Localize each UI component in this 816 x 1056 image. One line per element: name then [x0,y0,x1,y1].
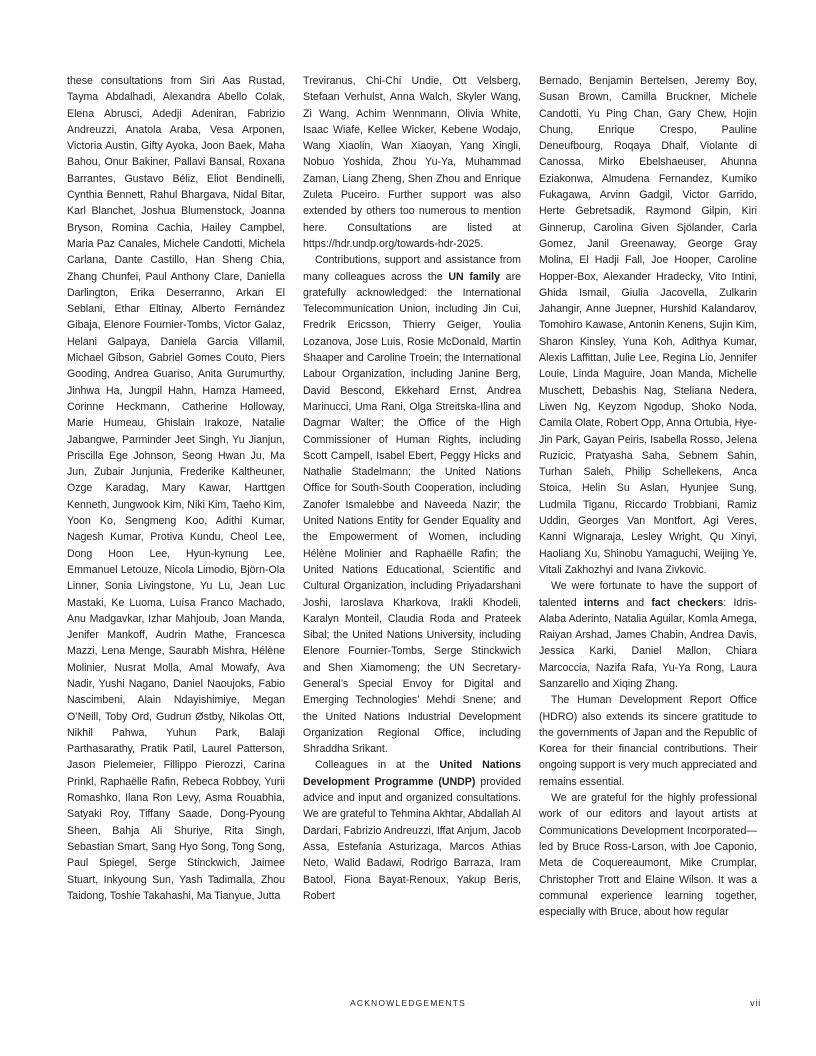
paragraph [539,692,757,790]
bold-run: fact checkers [651,596,724,609]
paragraph [67,73,285,904]
text-run: We are grateful for the highly professional work of our editors and layout artists at Communications Development Incorporated—led by Bruce Ross-Larson, with Joe Caponio, Meta de Coquereaumont, Mike Crumplar, Christopher Trott and Elaine Wilson. It was a communal experience learning together, especially with Bruce, about how regular [539,792,757,919]
text-run: are gratefully acknowledged: the International Telecommunication Union, including Jin Cui, Fredrik Ericsson, Thierry Geiger, Youlia Lozanova, Jose Luis, Rosie McDonald, Martin Shaaper and Caroline Troein; the International Labour Organization, including Janine Berg, David Bescond, Ekkehard Ernst, Andrea Marinucci, Uma Rani, Olga Streitska-Ilina and Dagmar Walter; the Office of the High Commissioner of Human Rights, including Scott Campell, Isabel Ebert, Peggy Hicks and Nathalie Stadelmann; the United Nations Office for South-South Cooperation, including Zanofer Ismalebbe and Naveeda Nazir; the United Nations Entity for Gender Equality and the Empowerment of Women, including Hélène Molinier and Raphaëlle Rafin; the United Nations Educational, Scientific and Cultural Organization, including Priyadarshani Joshi, Iaroslava Kharkova, Irakli Khodeli, Karalyn Monteil, Claudia Roda and Prateek Sibal; the United Nations University, including Elenore Fournier-Tombs, Serge Stinckwich and Shen Xiamomeng; the UN Secretary-General’s Special Envoy for Digital and Emerging Technologies’ Mehdi Snene; and the United Nations Industrial Development Organization Regional Office, including Shraddha Srikant. [303,270,521,756]
text-run: We were fortunate to have the support of talented [539,580,757,609]
paragraph [303,757,521,904]
text-run: provided advice and input and organized consultations. We are grateful to Tehmina Akhtar, Abdallah Al Dardari, Fabrizio Andreuzzi, Iffat Anjum, Jacob Assa, Estefania Asturizaga, Marcos Athias Neto, Walid Badawi, Rodrigo Barraza, Iram Batool, Fiona Bayat-Renoux, Yakup Beris, Robert [303,775,521,902]
text-run: The Human Development Report Office (HDRO) also extends its sincere gratitude to the governments of Japan and the Republic of Korea for their financial contributions. Their ongoing support is very much appreciated and remains essential. [539,694,757,788]
text-run: Contributions, support and assistance from many colleagues across the [303,254,521,283]
paragraph [303,73,521,252]
text-run: Colleagues in at the [315,759,440,772]
bold-run: United Nations Development Programme (UNDP) [303,759,521,788]
text-run: Treviranus, Chi-Chi Undie, Ott Velsberg, Stefaan Verhulst, Anna Walch, Skyler Wang, Zi Wang, Achim Wennmann, Olivia White, Isaac Wiafe, Kellee Wicker, Kebene Wodajo, Wang Xiaolin, Wan Xiaoyan, Yang Xingli, Nobuo Yoshida, Zhou Yu-Ya, Muhammad Zaman, Liang Zheng, Shen Zhou and Enrique Zuleta Puceiro. Further support was also extended by others too numerous to mention here. Consultations are listed at https://hdr.undp.org/towards-hdr-2025. [303,75,521,250]
paragraph [303,252,521,757]
paragraph [539,578,757,692]
page-number: vii [750,998,761,1008]
bold-run: UN family [448,270,500,283]
text-column-2 [303,73,521,904]
text-column-3 [539,73,757,920]
text-run: and [619,596,652,609]
paragraph [539,73,757,578]
text-column-1 [67,73,285,904]
text-run: Bernado, Benjamin Bertelsen, Jeremy Boy, Susan Brown, Camilla Bruckner, Michele Candotti, Yu Ping Chan, Gary Chew, Hojin Chung, Enrique Crespo, Pauline Deneufbourg, Roqaya Dhaif, Violante di Canossa, Mirko Ebelshaeuser, Ahunna Eziakonwa, Almudena Fernandez, Kumiko Fukagawa, Arvinn Gadgil, Victor Garrido, Herte Gebretsadik, Raymond Gilpin, Kiri Ginnerup, Carolina Given Sjölander, Carla Gomez, Janil Greenaway, George Gray Molina, El Hadji Fall, Joe Hooper, Caroline Hopper-Box, Alexander Hradecky, Vito Intini, Ghida Ismail, Giulia Jacovella, Zulkarin Jahangir, Anne Juepner, Hurshid Kalandarov, Tomohiro Kawase, Antonin Kenens, Sujin Kim, Sharon Kinsley, Yuna Koh, Adithya Kumar, Alexis Laffittan, Julie Lee, Regina Lio, Jennifer Louie, Linda Maguire, Joan Manda, Michelle Muschett, Debashis Nag, Steliana Nedera, Liwen Ng, Keyzom Ngodup, Shoko Noda, Camila Olate, Robert Opp, Anna Ortubia, Hye-Jin Park, Gayan Peiris, Isabella Rosso, Jelena Ruzicic, Pratyasha Saha, Sebnem Sahin, Turhan Saleh, Philip Schellekens, Anca Stoica, Helin Su Aslan, Hyunjee Sung, Ludmila Tiganu, Riccardo Trobbiani, Ramiz Uddin, Georges Van Montfort, Agi Veres, Kanni Wignaraja, Lesley Wright, Qu Xinyi, Haoliang Xu, Shinobu Yamaguchi, Weijing Ye, Vitali Zakhozhyi and Ivana Zivkovic. [539,75,757,576]
text-run: these consultations from Siri Aas Rustad, Tayma Abdalhadi, Alexandra Abello Colak, Elena Abrusci, Adedji Adeniran, Fabrizio Andreuzzi, Anatola Araba, Vesa Arponen, Victoria Austin, Gifty Ayoka, Joon Baek, Maha Bahou, Onur Bakiner, Pallavi Bansal, Roxana Barrantes, Gustavo Béliz, Eliot Bendinelli, Cynthia Bennett, Rahul Bhargava, Nidal Bitar, Karl Blanchet, Joshua Blumenstock, Joanna Bryson, Romina Cachia, Hailey Campbel, Maria Paz Canales, Michele Candotti, Michela Carlana, Dante Castillo, Han Sheng Chia, Zhang Chunfei, Paul Anthony Clare, Daniella Darlington, Erika Deserranno, Arkan El Seblani, Ethar Eltinay, Alberto Fernández Gibaja, Elenore Fournier-Tombs, Victor Galaz, Helani Galpaya, Daniela Garcia Villamil, Michael Gibson, Gabriel Gomes Couto, Piers Gooding, Andrea Guariso, Anita Gurumurthy, Jinhwa Ha, Jungpil Hahn, Hamza Hameed, Corinne Heckmann, Catherine Holloway, Marie Humeau, Ghislain Irakoze, Natalie Jabangwe, Parminder Jeet Singh, Yu Jianjun, Priscilla Ege Johnson, Seong Hwan Ju, Ma Jun, Zubair Junjunia, Frederike Kaltheuner, Ozge Karadag, Mary Kawar, Harttgen Kenneth, Jungwook Kim, Niki Kim, Taeho Kim, Yoon Ko, Sengmeng Koo, Adithi Kumar, Nagesh Kumar, Protiva Kundu, Cheol Lee, Dong Hoon Lee, Hyun-kynung Lee, Emmanuel Letouze, Nicola Limodio, Björn-Ola Linner, Sonia Livingstone, Yu Lu, Jean Luc Mastaki, Ke Luoma, Luísa Franco Machado, Anu Madgavkar, Izhar Mahjoub, Joan Manda, Jenifer Mankoff, Audrin Mathe, Francesca Mazzi, Lena Menge, Saurabh Mishra, Hélène Molinier, Nusrat Molla, Amal Mowafy, Ava Nadir, Yushi Nagano, Daniel Naoujoks, Fabio Nascimbeni, Alain Ndayishimiye, Megan O’Neill, Toby Ord, Gudrun Østby, Nikolas Ott, Nikhil Pahwa, Yuhun Park, Balaji Parthasarathy, Pratik Patil, Laurel Patterson, Jason Pielemeier, Fillippo Pierozzi, Carina Prinkl, Raphaëlle Rafin, Rebeca Robboy, Yurii Romashko, Ilana Ron Levy, Asma Rouabhia, Satyaki Roy, Tiffany Saade, Dong-Pyoung Sheen, Bahja Ali Shuriye, Rita Singh, Sebastian Smart, Sang Hyo Song, Tong Song, Paul Spiegel, Serge Stinckwich, Jaimee Stuart, Inkyoung Sun, Yash Tadimalla, Zhou Taidong, Toshie Takahashi, Ma Tianyue, Jutta [67,75,285,902]
footer-section-label: ACKNOWLEDGEMENTS [349,998,467,1008]
bold-run: interns [583,596,620,609]
paragraph [539,790,757,920]
text-run: : Idris-Alaba Aderinto, Natalia Aguilar, Komla Amega, Raiyan Arshad, James Chabin, Andrea Davis, Jessica Karki, Daniel Mallon, Chiara Marcoccia, Nazifa Rafa, Yu-Ya Rong, Laura Sanzarello and Xiqing Zhang. [539,596,757,690]
